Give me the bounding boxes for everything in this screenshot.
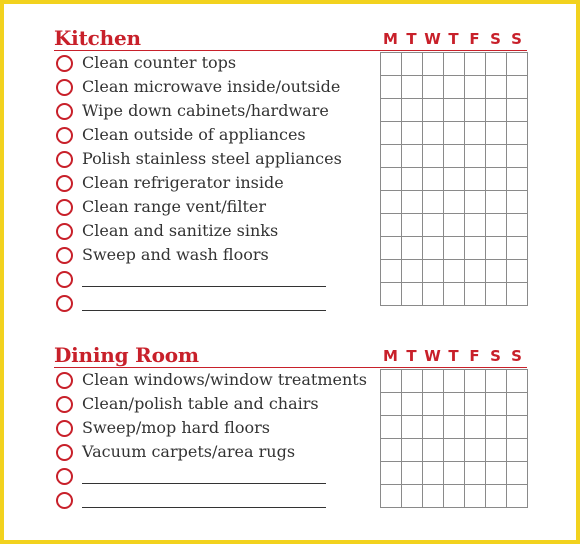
day-checkbox-cell[interactable]: [402, 191, 423, 214]
circle-checkbox-icon[interactable]: [56, 444, 73, 461]
task-label: Clean refrigerator inside: [82, 173, 284, 192]
task-label: Clean range vent/filter: [82, 197, 267, 216]
day-checkbox-cell[interactable]: [381, 237, 402, 260]
day-checkbox-cell[interactable]: [486, 214, 507, 237]
day-checkbox-cell[interactable]: [486, 462, 507, 485]
day-checkbox-cell[interactable]: [381, 122, 402, 145]
day-checkbox-cell[interactable]: [507, 145, 528, 168]
task-label: Clean counter tops: [82, 53, 237, 72]
circle-checkbox-icon[interactable]: [56, 151, 73, 168]
day-checkbox-cell[interactable]: [381, 393, 402, 416]
task-item[interactable]: [54, 369, 374, 393]
day-checkbox-cell[interactable]: [507, 370, 528, 393]
day-checkbox-cell[interactable]: [423, 168, 444, 191]
day-checkbox-cell[interactable]: [402, 393, 423, 416]
task-item[interactable]: [54, 244, 374, 268]
day-checkbox-cell[interactable]: [486, 122, 507, 145]
day-checkbox-cell[interactable]: [423, 214, 444, 237]
task-item[interactable]: [54, 172, 374, 196]
day-checkbox-cell[interactable]: [402, 145, 423, 168]
day-checkbox-cell[interactable]: [423, 462, 444, 485]
task-label: Polish stainless steel appliances: [82, 149, 342, 168]
day-label: M: [383, 347, 398, 365]
circle-checkbox-icon[interactable]: [56, 492, 73, 509]
day-label: T: [406, 347, 417, 365]
day-checkbox-cell[interactable]: [402, 53, 423, 76]
day-checkbox-cell[interactable]: [444, 168, 465, 191]
weekly-checkbox-grid: [380, 52, 528, 306]
day-checkbox-cell[interactable]: [486, 53, 507, 76]
day-checkbox-cell[interactable]: [486, 439, 507, 462]
day-checkbox-cell[interactable]: [423, 145, 444, 168]
day-checkbox-cell[interactable]: [444, 462, 465, 485]
circle-checkbox-icon[interactable]: [56, 372, 73, 389]
day-checkbox-cell[interactable]: [507, 237, 528, 260]
circle-checkbox-icon[interactable]: [56, 103, 73, 120]
day-checkbox-cell[interactable]: [444, 416, 465, 439]
section-title: Dining Room: [54, 343, 199, 367]
day-checkbox-cell[interactable]: [381, 53, 402, 76]
day-checkbox-cell[interactable]: [507, 168, 528, 191]
day-label: F: [469, 347, 480, 365]
day-checkbox-cell[interactable]: [486, 283, 507, 306]
day-checkbox-cell[interactable]: [486, 191, 507, 214]
blank-write-in-line[interactable]: [82, 507, 326, 508]
day-checkbox-cell[interactable]: [444, 145, 465, 168]
day-checkbox-cell[interactable]: [465, 168, 486, 191]
circle-checkbox-icon[interactable]: [56, 223, 73, 240]
day-checkbox-cell[interactable]: [486, 416, 507, 439]
day-checkbox-cell[interactable]: [381, 370, 402, 393]
circle-checkbox-icon[interactable]: [56, 79, 73, 96]
day-checkbox-cell[interactable]: [486, 237, 507, 260]
day-checkbox-cell[interactable]: [465, 191, 486, 214]
task-label: Clean windows/window treatments: [82, 370, 367, 389]
day-checkbox-cell[interactable]: [444, 122, 465, 145]
day-checkbox-cell[interactable]: [402, 370, 423, 393]
day-checkbox-cell[interactable]: [402, 237, 423, 260]
task-item[interactable]: [54, 124, 374, 148]
day-checkbox-cell[interactable]: [381, 191, 402, 214]
day-header: [380, 28, 527, 50]
day-checkbox-cell[interactable]: [444, 439, 465, 462]
day-checkbox-cell[interactable]: [381, 485, 402, 508]
circle-checkbox-icon[interactable]: [56, 396, 73, 413]
day-checkbox-cell[interactable]: [381, 168, 402, 191]
day-checkbox-cell[interactable]: [507, 53, 528, 76]
task-label: Clean outside of appliances: [82, 125, 306, 144]
task-label: Vacuum carpets/area rugs: [82, 442, 296, 461]
day-checkbox-cell[interactable]: [507, 462, 528, 485]
day-checkbox-cell[interactable]: [507, 191, 528, 214]
day-checkbox-cell[interactable]: [465, 370, 486, 393]
circle-checkbox-icon[interactable]: [56, 295, 73, 312]
day-checkbox-cell[interactable]: [507, 393, 528, 416]
task-item[interactable]: [54, 100, 374, 124]
day-checkbox-cell[interactable]: [423, 191, 444, 214]
day-checkbox-cell[interactable]: [465, 260, 486, 283]
day-checkbox-cell[interactable]: [444, 191, 465, 214]
weekly-checkbox-grid: [380, 369, 528, 508]
day-checkbox-cell[interactable]: [423, 393, 444, 416]
day-label: T: [406, 30, 417, 48]
day-checkbox-cell[interactable]: [486, 168, 507, 191]
day-checkbox-cell[interactable]: [507, 485, 528, 508]
task-label: Sweep and wash floors: [82, 245, 269, 264]
day-checkbox-cell[interactable]: [402, 76, 423, 99]
day-checkbox-cell[interactable]: [465, 439, 486, 462]
day-checkbox-cell[interactable]: [423, 283, 444, 306]
day-checkbox-cell[interactable]: [444, 76, 465, 99]
day-checkbox-cell[interactable]: [507, 99, 528, 122]
task-item[interactable]: [54, 441, 374, 465]
task-item[interactable]: [54, 148, 374, 172]
day-checkbox-cell[interactable]: [486, 485, 507, 508]
day-checkbox-cell[interactable]: [507, 214, 528, 237]
day-checkbox-cell[interactable]: [507, 439, 528, 462]
day-checkbox-cell[interactable]: [381, 462, 402, 485]
checklist-page: [4, 4, 576, 540]
day-checkbox-cell[interactable]: [444, 99, 465, 122]
day-checkbox-cell[interactable]: [486, 76, 507, 99]
day-checkbox-cell[interactable]: [486, 393, 507, 416]
circle-checkbox-icon[interactable]: [56, 55, 73, 72]
day-checkbox-cell[interactable]: [465, 237, 486, 260]
day-checkbox-cell[interactable]: [402, 122, 423, 145]
task-item[interactable]: [54, 393, 374, 417]
day-checkbox-cell[interactable]: [423, 439, 444, 462]
day-checkbox-cell[interactable]: [486, 260, 507, 283]
day-checkbox-cell[interactable]: [507, 416, 528, 439]
day-checkbox-cell[interactable]: [423, 99, 444, 122]
day-checkbox-cell[interactable]: [423, 76, 444, 99]
day-checkbox-cell[interactable]: [402, 99, 423, 122]
blank-task-item[interactable]: [54, 292, 374, 316]
day-checkbox-cell[interactable]: [381, 99, 402, 122]
day-checkbox-cell[interactable]: [402, 485, 423, 508]
section-title: Kitchen: [54, 26, 141, 50]
day-label: S: [511, 347, 522, 365]
day-checkbox-cell[interactable]: [381, 439, 402, 462]
task-item[interactable]: [54, 76, 374, 100]
day-checkbox-cell[interactable]: [465, 283, 486, 306]
day-checkbox-cell[interactable]: [381, 416, 402, 439]
task-label: Clean/polish table and chairs: [82, 394, 319, 413]
day-checkbox-cell[interactable]: [423, 122, 444, 145]
day-checkbox-cell[interactable]: [465, 416, 486, 439]
day-checkbox-cell[interactable]: [381, 260, 402, 283]
day-checkbox-cell[interactable]: [465, 99, 486, 122]
day-checkbox-cell[interactable]: [444, 283, 465, 306]
day-checkbox-cell[interactable]: [444, 485, 465, 508]
task-item[interactable]: [54, 52, 374, 76]
day-checkbox-cell[interactable]: [465, 393, 486, 416]
day-checkbox-cell[interactable]: [444, 370, 465, 393]
day-checkbox-cell[interactable]: [402, 260, 423, 283]
day-checkbox-cell[interactable]: [465, 145, 486, 168]
blank-write-in-line[interactable]: [82, 286, 326, 287]
circle-checkbox-icon[interactable]: [56, 468, 73, 485]
task-list: [54, 369, 374, 513]
day-label: S: [490, 30, 501, 48]
day-checkbox-cell[interactable]: [465, 462, 486, 485]
section-rule: [54, 367, 527, 368]
circle-checkbox-icon[interactable]: [56, 127, 73, 144]
blank-write-in-line[interactable]: [82, 483, 326, 484]
task-list: [54, 52, 374, 316]
day-checkbox-cell[interactable]: [381, 76, 402, 99]
day-checkbox-cell[interactable]: [402, 168, 423, 191]
day-checkbox-cell[interactable]: [423, 370, 444, 393]
day-checkbox-cell[interactable]: [486, 145, 507, 168]
day-checkbox-cell[interactable]: [402, 283, 423, 306]
circle-checkbox-icon[interactable]: [56, 271, 73, 288]
day-checkbox-cell[interactable]: [423, 53, 444, 76]
day-checkbox-cell[interactable]: [381, 214, 402, 237]
day-checkbox-cell[interactable]: [423, 416, 444, 439]
section-rule: [54, 50, 527, 51]
day-label: W: [424, 347, 441, 365]
day-checkbox-cell[interactable]: [465, 214, 486, 237]
task-label: Sweep/mop hard floors: [82, 418, 270, 437]
day-checkbox-cell[interactable]: [465, 53, 486, 76]
day-label: S: [490, 347, 501, 365]
blank-task-item[interactable]: [54, 268, 374, 292]
blank-task-item[interactable]: [54, 489, 374, 513]
task-label: Clean microwave inside/outside: [82, 77, 341, 96]
day-label: M: [383, 30, 398, 48]
day-checkbox-cell[interactable]: [402, 462, 423, 485]
task-item[interactable]: [54, 196, 374, 220]
day-checkbox-cell[interactable]: [507, 260, 528, 283]
day-checkbox-cell[interactable]: [444, 260, 465, 283]
day-label: S: [511, 30, 522, 48]
day-checkbox-cell[interactable]: [465, 76, 486, 99]
task-item[interactable]: [54, 417, 374, 441]
circle-checkbox-icon[interactable]: [56, 175, 73, 192]
day-label: W: [424, 30, 441, 48]
day-checkbox-cell[interactable]: [444, 237, 465, 260]
day-checkbox-cell[interactable]: [507, 283, 528, 306]
day-header: [380, 345, 527, 367]
task-label: Wipe down cabinets/hardware: [82, 101, 329, 120]
day-checkbox-cell[interactable]: [507, 76, 528, 99]
day-checkbox-cell[interactable]: [507, 122, 528, 145]
blank-task-item[interactable]: [54, 465, 374, 489]
day-checkbox-cell[interactable]: [381, 283, 402, 306]
day-checkbox-cell[interactable]: [486, 370, 507, 393]
day-label: T: [448, 30, 459, 48]
day-checkbox-cell[interactable]: [423, 237, 444, 260]
task-label: Clean and sanitize sinks: [82, 221, 279, 240]
circle-checkbox-icon[interactable]: [56, 247, 73, 264]
day-checkbox-cell[interactable]: [402, 214, 423, 237]
task-item[interactable]: [54, 220, 374, 244]
blank-write-in-line[interactable]: [82, 310, 326, 311]
circle-checkbox-icon[interactable]: [56, 199, 73, 216]
day-checkbox-cell[interactable]: [423, 260, 444, 283]
day-checkbox-cell[interactable]: [465, 122, 486, 145]
day-checkbox-cell[interactable]: [444, 393, 465, 416]
circle-checkbox-icon[interactable]: [56, 420, 73, 437]
day-label: F: [469, 30, 480, 48]
day-label: T: [448, 347, 459, 365]
day-checkbox-cell[interactable]: [402, 416, 423, 439]
day-checkbox-cell[interactable]: [381, 145, 402, 168]
day-checkbox-cell[interactable]: [444, 214, 465, 237]
day-checkbox-cell[interactable]: [402, 439, 423, 462]
day-checkbox-cell[interactable]: [465, 485, 486, 508]
day-checkbox-cell[interactable]: [486, 99, 507, 122]
day-checkbox-cell[interactable]: [423, 485, 444, 508]
day-checkbox-cell[interactable]: [444, 53, 465, 76]
